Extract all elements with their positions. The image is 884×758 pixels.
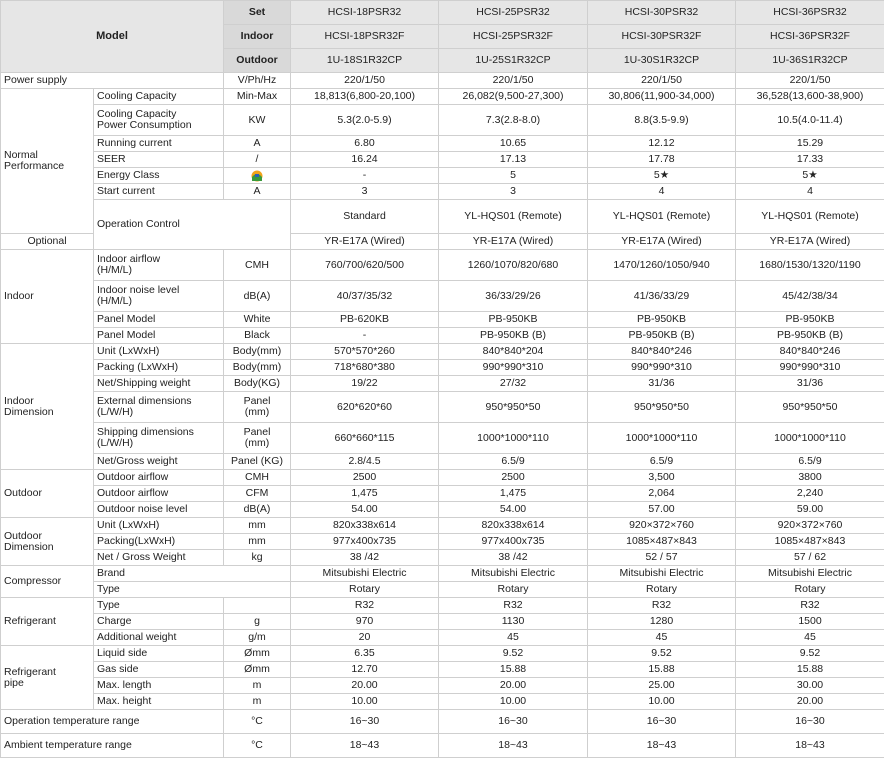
value-cell: - — [291, 168, 439, 184]
table-row — [1, 89, 884, 105]
table-row — [1, 312, 884, 328]
row-label: Unit (LxWxH) — [94, 518, 224, 534]
unit-cell: Body(mm) — [224, 344, 291, 360]
value-cell: 38 /42 — [291, 550, 439, 566]
value-cell: 17.33 — [736, 152, 884, 168]
value-cell: 5 — [439, 168, 588, 184]
table-row — [1, 534, 884, 550]
value-cell: 570*570*260 — [291, 344, 439, 360]
value-cell: 3800 — [736, 470, 884, 486]
value-cell: 9.52 — [736, 646, 884, 662]
value-cell: 3 — [291, 184, 439, 200]
value-cell: 20.00 — [291, 678, 439, 694]
value-cell: 4 — [736, 184, 884, 200]
group-label-indoor-dimension — [1, 344, 94, 470]
unit-cell: Body(KG) — [224, 376, 291, 392]
unit-cell: CFM — [224, 486, 291, 502]
row-label-line: (L/W/H) — [97, 437, 133, 449]
row-label: Outdoor noise level — [94, 502, 224, 518]
set-model-cell: HCSI-36PSR32 — [736, 1, 884, 25]
value-cell: 10.65 — [439, 136, 588, 152]
model-header: Model — [1, 1, 224, 73]
unit-cell: CMH — [224, 470, 291, 486]
value-cell: 1085×487×843 — [588, 534, 736, 550]
outdoor-model-cell: 1U-25S1R32CP — [439, 49, 588, 73]
row-label — [94, 250, 224, 281]
table-row — [1, 200, 884, 234]
group-label-line: Performance — [4, 160, 64, 172]
indoor-model-cell: HCSI-25PSR32F — [439, 25, 588, 49]
value-cell: 1000*1000*110 — [736, 423, 884, 454]
value-cell: YL-HQS01 (Remote) — [439, 200, 588, 234]
table-row — [1, 678, 884, 694]
row-label — [94, 423, 224, 454]
group-label-refrigerant: Refrigerant — [1, 598, 94, 646]
row-label-line: (H/M/L) — [97, 264, 132, 276]
unit-cell: Standard — [291, 200, 439, 234]
value-cell: 30.00 — [736, 678, 884, 694]
group-label-line: pipe — [4, 677, 24, 689]
set-model-cell: HCSI-30PSR32 — [588, 1, 736, 25]
outdoor-model-cell: 1U-18S1R32CP — [291, 49, 439, 73]
unit-line: Panel — [244, 426, 271, 438]
row-label — [94, 105, 224, 136]
value-cell: 990*990*310 — [588, 360, 736, 376]
unit-cell: Body(mm) — [224, 360, 291, 376]
table-row — [1, 376, 884, 392]
value-cell: 9.52 — [439, 646, 588, 662]
value-cell: 970 — [291, 614, 439, 630]
value-cell: Mitsubishi Electric — [439, 566, 588, 582]
row-label-line: Indoor airflow — [97, 253, 160, 265]
value-cell: 1000*1000*110 — [439, 423, 588, 454]
group-label-compressor: Compressor — [1, 566, 94, 598]
value-cell: 54.00 — [439, 502, 588, 518]
value-cell: 20.00 — [736, 694, 884, 710]
unit-cell: mm — [224, 518, 291, 534]
indoor-model-cell: HCSI-30PSR32F — [588, 25, 736, 49]
value-cell: 3 — [439, 184, 588, 200]
unit-line: (mm) — [245, 437, 270, 449]
group-label-outdoor-dimension — [1, 518, 94, 566]
value-cell: Mitsubishi Electric — [291, 566, 439, 582]
value-cell: 52 / 57 — [588, 550, 736, 566]
indoor-model-cell: HCSI-18PSR32F — [291, 25, 439, 49]
value-cell: 2500 — [291, 470, 439, 486]
row-label: Net/Shipping weight — [94, 376, 224, 392]
value-cell: 16~30 — [736, 710, 884, 734]
value-cell: 977x400x735 — [291, 534, 439, 550]
value-cell: 1260/1070/820/680 — [439, 250, 588, 281]
value-cell: 840*840*246 — [736, 344, 884, 360]
row-label: Packing (LxWxH) — [94, 360, 224, 376]
value-cell: 7.3(2.8-8.0) — [439, 105, 588, 136]
value-cell: PB-620KB — [291, 312, 439, 328]
value-cell: 6.5/9 — [588, 454, 736, 470]
row-label: Unit (LxWxH) — [94, 344, 224, 360]
value-cell: PB-950KB — [736, 312, 884, 328]
value-cell: YR-E17A (Wired) — [588, 234, 736, 250]
unit-cell: Panel (KG) — [224, 454, 291, 470]
unit-cell: m — [224, 694, 291, 710]
value-cell: 2,240 — [736, 486, 884, 502]
row-label: Operation temperature range — [1, 710, 224, 734]
unit-cell: °C — [224, 710, 291, 734]
value-cell: Rotary — [736, 582, 884, 598]
row-label — [94, 392, 224, 423]
value-cell: 10.00 — [291, 694, 439, 710]
value-cell: 990*990*310 — [439, 360, 588, 376]
table-row — [1, 454, 884, 470]
value-cell: 840*840*204 — [439, 344, 588, 360]
value-cell: 920×372×760 — [736, 518, 884, 534]
unit-line: (mm) — [245, 406, 270, 418]
row-label-line: Shipping dimensions — [97, 426, 194, 438]
table-row — [1, 152, 884, 168]
value-cell: 4 — [588, 184, 736, 200]
value-cell: 20.00 — [439, 678, 588, 694]
value-cell: 718*680*380 — [291, 360, 439, 376]
value-cell: PB-950KB (B) — [439, 328, 588, 344]
value-cell: 20 — [291, 630, 439, 646]
table-row — [1, 73, 884, 89]
row-label: Outdoor airflow — [94, 470, 224, 486]
outdoor-model-cell: 1U-30S1R32CP — [588, 49, 736, 73]
unit-cell: KW — [224, 105, 291, 136]
unit-cell: Ømm — [224, 646, 291, 662]
value-cell: R32 — [439, 598, 588, 614]
value-cell: 45 — [588, 630, 736, 646]
value-cell: 45/42/38/34 — [736, 281, 884, 312]
value-cell: 620*620*60 — [291, 392, 439, 423]
value-cell: 2,064 — [588, 486, 736, 502]
table-row — [1, 694, 884, 710]
unit-cell — [224, 392, 291, 423]
value-cell: - — [291, 328, 439, 344]
value-cell: 57 / 62 — [736, 550, 884, 566]
value-cell: 45 — [439, 630, 588, 646]
value-cell: 2500 — [439, 470, 588, 486]
table-row — [1, 105, 884, 136]
value-cell: 5★ — [588, 168, 736, 184]
table-row — [1, 614, 884, 630]
unit-cell: °C — [224, 734, 291, 758]
group-label-line: Normal — [4, 149, 38, 161]
value-cell: 15.88 — [439, 662, 588, 678]
value-cell: 6.5/9 — [736, 454, 884, 470]
value-cell: 36,528(13,600-38,900) — [736, 89, 884, 105]
group-label-line: Dimension — [4, 406, 54, 418]
unit-cell: / — [224, 152, 291, 168]
row-label: SEER — [94, 152, 224, 168]
unit-cell: White — [224, 312, 291, 328]
value-cell: 840*840*246 — [588, 344, 736, 360]
value-cell: 1,475 — [291, 486, 439, 502]
value-cell: 57.00 — [588, 502, 736, 518]
header-row-set — [1, 1, 884, 25]
row-label: Max. length — [94, 678, 224, 694]
value-cell: 17.78 — [588, 152, 736, 168]
row-label: Running current — [94, 136, 224, 152]
value-cell: 19/22 — [291, 376, 439, 392]
row-label: Panel Model — [94, 312, 224, 328]
value-cell: PB-950KB — [439, 312, 588, 328]
value-cell: 220/1/50 — [439, 73, 588, 89]
unit-cell: Optional — [1, 234, 94, 250]
group-label-refrigerant-pipe — [1, 646, 94, 710]
value-cell: 15.29 — [736, 136, 884, 152]
row-label — [94, 281, 224, 312]
energy-label-icon — [250, 170, 264, 182]
table-row — [1, 470, 884, 486]
value-cell: 9.52 — [588, 646, 736, 662]
value-cell: 977x400x735 — [439, 534, 588, 550]
value-cell: Mitsubishi Electric — [588, 566, 736, 582]
indoor-model-cell: HCSI-36PSR32F — [736, 25, 884, 49]
value-cell: 950*950*50 — [588, 392, 736, 423]
row-label: Energy Class — [94, 168, 224, 184]
table-row — [1, 566, 884, 582]
unit-cell: g/m — [224, 630, 291, 646]
value-cell: 18~43 — [291, 734, 439, 758]
value-cell: 2.8/4.5 — [291, 454, 439, 470]
value-cell: 15.88 — [736, 662, 884, 678]
table-row — [1, 281, 884, 312]
row-label: Liquid side — [94, 646, 224, 662]
value-cell: PB-950KB (B) — [736, 328, 884, 344]
unit-cell: dB(A) — [224, 502, 291, 518]
row-label: Panel Model — [94, 328, 224, 344]
table-row — [1, 550, 884, 566]
group-label-operation-control: Operation Control — [94, 200, 291, 250]
unit-cell: A — [224, 184, 291, 200]
value-cell: 220/1/50 — [588, 73, 736, 89]
unit-cell: CMH — [224, 250, 291, 281]
value-cell: 3,500 — [588, 470, 736, 486]
value-cell: 1280 — [588, 614, 736, 630]
row-label-line: Cooling Capacity — [97, 108, 176, 120]
value-cell: 18~43 — [588, 734, 736, 758]
value-cell: 30,806(11,900-34,000) — [588, 89, 736, 105]
row-label-line: (L/W/H) — [97, 406, 133, 418]
value-cell: 12.12 — [588, 136, 736, 152]
value-cell: 16~30 — [588, 710, 736, 734]
value-cell: R32 — [588, 598, 736, 614]
unit-cell: m — [224, 678, 291, 694]
value-cell: 59.00 — [736, 502, 884, 518]
value-cell: Mitsubishi Electric — [736, 566, 884, 582]
row-label: Outdoor airflow — [94, 486, 224, 502]
value-cell: 25.00 — [588, 678, 736, 694]
value-cell: 10.00 — [588, 694, 736, 710]
value-cell: 6.5/9 — [439, 454, 588, 470]
unit-cell: dB(A) — [224, 281, 291, 312]
table-row — [1, 168, 884, 184]
set-model-cell: HCSI-25PSR32 — [439, 1, 588, 25]
value-cell: PB-950KB — [588, 312, 736, 328]
value-cell: YL-HQS01 (Remote) — [588, 200, 736, 234]
unit-cell — [224, 168, 291, 184]
value-cell: 31/36 — [588, 376, 736, 392]
value-cell: PB-950KB (B) — [588, 328, 736, 344]
table-row — [1, 136, 884, 152]
group-label-line: Outdoor — [4, 530, 42, 542]
value-cell: 6.80 — [291, 136, 439, 152]
value-cell: 1680/1530/1320/1190 — [736, 250, 884, 281]
value-cell: 16~30 — [291, 710, 439, 734]
value-cell: 26,082(9,500-27,300) — [439, 89, 588, 105]
indoor-key: Indoor — [224, 25, 291, 49]
row-label-line: Indoor noise level — [97, 284, 179, 296]
row-label-line: (H/M/L) — [97, 295, 132, 307]
value-cell: 1085×487×843 — [736, 534, 884, 550]
unit-cell: mm — [224, 534, 291, 550]
row-label: Type — [94, 582, 291, 598]
row-label: Net/Gross weight — [94, 454, 224, 470]
value-cell: 36/33/29/26 — [439, 281, 588, 312]
value-cell: Rotary — [439, 582, 588, 598]
value-cell: YR-E17A (Wired) — [291, 234, 439, 250]
row-label: Additional weight — [94, 630, 224, 646]
value-cell: 54.00 — [291, 502, 439, 518]
value-cell: 820x338x614 — [439, 518, 588, 534]
group-label-line: Refrigerant — [4, 666, 56, 678]
value-cell: 10.00 — [439, 694, 588, 710]
group-label-outdoor: Outdoor — [1, 470, 94, 518]
outdoor-model-cell: 1U-36S1R32CP — [736, 49, 884, 73]
group-label-normal-performance — [1, 89, 94, 234]
unit-cell: kg — [224, 550, 291, 566]
value-cell: R32 — [291, 598, 439, 614]
group-label-line: Indoor — [4, 395, 34, 407]
unit-cell — [224, 423, 291, 454]
value-cell: 41/36/33/29 — [588, 281, 736, 312]
value-cell: 1,475 — [439, 486, 588, 502]
value-cell: 8.8(3.5-9.9) — [588, 105, 736, 136]
value-cell: 950*950*50 — [439, 392, 588, 423]
row-label: Brand — [94, 566, 291, 582]
row-label-line: External dimensions — [97, 395, 192, 407]
group-label-indoor: Indoor — [1, 250, 94, 344]
value-cell: 10.5(4.0-11.4) — [736, 105, 884, 136]
value-cell: 1000*1000*110 — [588, 423, 736, 454]
value-cell: 660*660*115 — [291, 423, 439, 454]
set-model-cell: HCSI-18PSR32 — [291, 1, 439, 25]
row-label: Packing(LxWxH) — [94, 534, 224, 550]
table-row — [1, 662, 884, 678]
table-row — [1, 344, 884, 360]
outdoor-key: Outdoor — [224, 49, 291, 73]
table-row — [1, 502, 884, 518]
value-cell: 12.70 — [291, 662, 439, 678]
table-row — [1, 250, 884, 281]
value-cell: 1130 — [439, 614, 588, 630]
value-cell: 16~30 — [439, 710, 588, 734]
table-row — [1, 328, 884, 344]
value-cell: Rotary — [291, 582, 439, 598]
row-label: Ambient temperature range — [1, 734, 224, 758]
value-cell: 220/1/50 — [736, 73, 884, 89]
row-label: Gas side — [94, 662, 224, 678]
unit-line: Panel — [244, 395, 271, 407]
table-row — [1, 646, 884, 662]
value-cell: 5★ — [736, 168, 884, 184]
unit-cell: A — [224, 136, 291, 152]
value-cell: YR-E17A (Wired) — [736, 234, 884, 250]
row-label: Net / Gross Weight — [94, 550, 224, 566]
table-row — [1, 486, 884, 502]
value-cell: Rotary — [588, 582, 736, 598]
table-row — [1, 423, 884, 454]
table-row — [1, 360, 884, 376]
row-label: Cooling Capacity — [94, 89, 224, 105]
table-row — [1, 710, 884, 734]
value-cell: 18,813(6,800-20,100) — [291, 89, 439, 105]
table-row — [1, 598, 884, 614]
value-cell: 760/700/620/500 — [291, 250, 439, 281]
value-cell: 38 /42 — [439, 550, 588, 566]
row-label: Max. height — [94, 694, 224, 710]
set-key: Set — [224, 1, 291, 25]
value-cell: 1500 — [736, 614, 884, 630]
table-row — [1, 184, 884, 200]
value-cell: 27/32 — [439, 376, 588, 392]
table-row — [1, 582, 884, 598]
unit-cell: g — [224, 614, 291, 630]
value-cell: 17.13 — [439, 152, 588, 168]
value-cell: 16.24 — [291, 152, 439, 168]
value-cell: 5.3(2.0-5.9) — [291, 105, 439, 136]
row-label: Charge — [94, 614, 224, 630]
unit-cell — [224, 598, 291, 614]
value-cell: 1470/1260/1050/940 — [588, 250, 736, 281]
value-cell: 40/37/35/32 — [291, 281, 439, 312]
table-row — [1, 630, 884, 646]
value-cell: 820x338x614 — [291, 518, 439, 534]
row-label: Type — [94, 598, 224, 614]
unit-cell: Min-Max — [224, 89, 291, 105]
value-cell: YR-E17A (Wired) — [439, 234, 588, 250]
value-cell: 220/1/50 — [291, 73, 439, 89]
unit-cell: V/Ph/Hz — [224, 73, 291, 89]
value-cell: 6.35 — [291, 646, 439, 662]
value-cell: R32 — [736, 598, 884, 614]
table-row — [1, 734, 884, 758]
value-cell: 990*990*310 — [736, 360, 884, 376]
unit-cell: Black — [224, 328, 291, 344]
group-label-line: Dimension — [4, 541, 54, 553]
row-label: Start current — [94, 184, 224, 200]
value-cell: 45 — [736, 630, 884, 646]
value-cell: 950*950*50 — [736, 392, 884, 423]
unit-cell: Ømm — [224, 662, 291, 678]
row-label: Power supply — [1, 73, 224, 89]
value-cell: 18~43 — [439, 734, 588, 758]
value-cell: YL-HQS01 (Remote) — [736, 200, 884, 234]
value-cell: 920×372×760 — [588, 518, 736, 534]
table-row — [1, 518, 884, 534]
value-cell: 31/36 — [736, 376, 884, 392]
value-cell: 18~43 — [736, 734, 884, 758]
value-cell: 15.88 — [588, 662, 736, 678]
table-row — [1, 392, 884, 423]
row-label-line: Power Consumption — [97, 119, 192, 131]
